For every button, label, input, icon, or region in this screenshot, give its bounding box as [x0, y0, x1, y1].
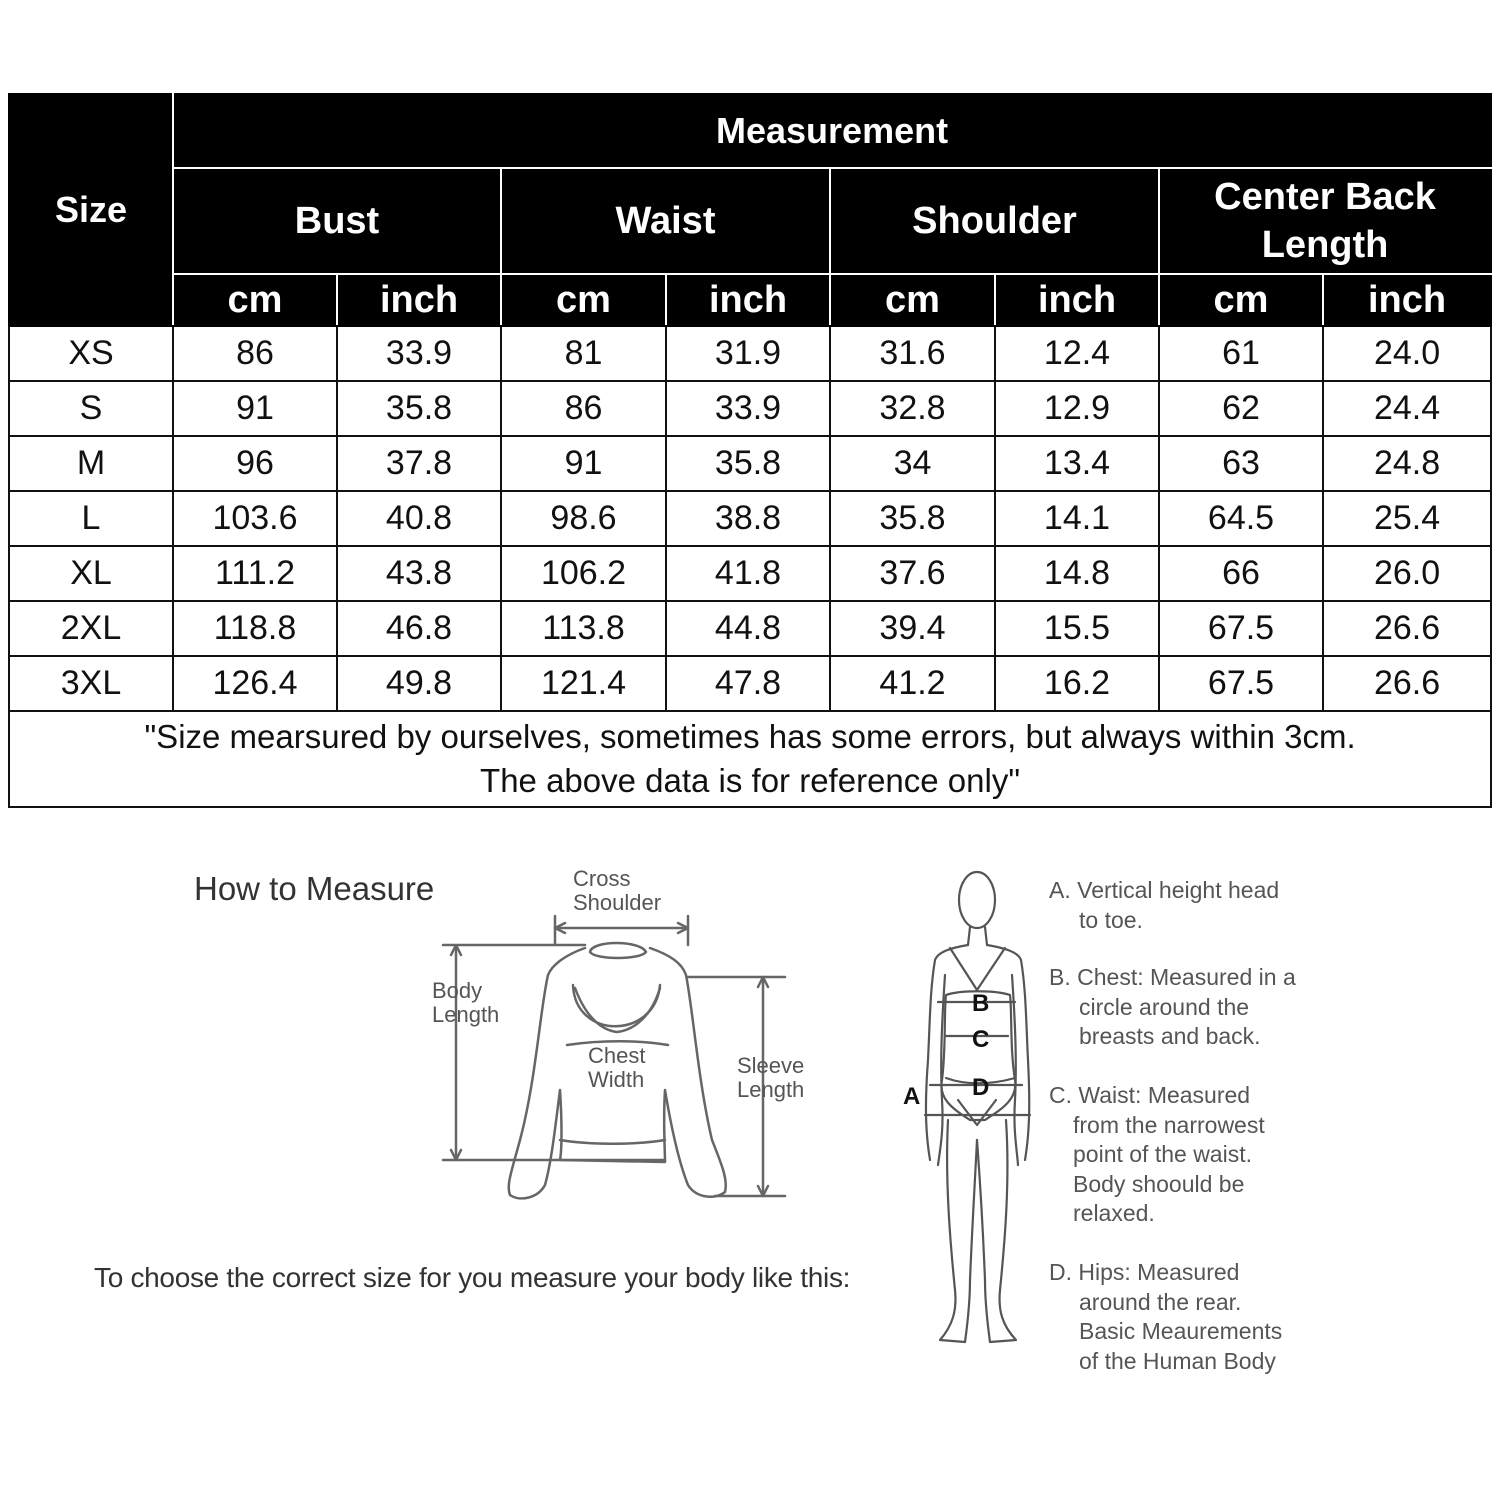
description-line: point of the waist.	[1073, 1141, 1252, 1167]
size-cell: L	[9, 491, 173, 546]
cross-shoulder-label	[573, 867, 661, 915]
size-cell: M	[9, 436, 173, 491]
measurement-cell: 91	[173, 381, 337, 436]
figure-label-b: B	[972, 990, 990, 1017]
description-line: to toe.	[1079, 906, 1143, 933]
measurement-cell: 106.2	[501, 546, 666, 601]
figure-label-c: C	[972, 1026, 990, 1053]
cross-shoulder-label-line: Shoulder	[573, 890, 662, 915]
chest-width-label	[588, 1044, 645, 1092]
measurement-cell: 26.0	[1323, 546, 1491, 601]
measurement-cell: 43.8	[337, 546, 501, 601]
description-line: Body shoould be	[1073, 1170, 1245, 1197]
measurement-cell: 35.8	[337, 381, 501, 436]
measurement-cell: 12.9	[995, 381, 1159, 436]
sleeve-length-label-line: Sleeve	[737, 1053, 805, 1078]
size-cell: 2XL	[9, 601, 173, 656]
measurement-cell: 81	[501, 326, 666, 381]
unit-header-inch: inch	[666, 274, 830, 326]
measurement-cell: 41.8	[666, 546, 830, 601]
measurement-cell: 98.6	[501, 491, 666, 546]
measurement-cell: 67.5	[1159, 601, 1323, 656]
measurement-cell: 62	[1159, 381, 1323, 436]
measurement-cell: 12.4	[995, 326, 1159, 381]
measurement-cell: 24.0	[1323, 326, 1491, 381]
measurement-cell: 14.1	[995, 491, 1159, 546]
measurement-cell: 44.8	[666, 601, 830, 656]
description-line: B. Chest: Measured in a	[1049, 964, 1296, 990]
measurement-header: Measurement	[173, 94, 1491, 168]
measurement-cell: 35.8	[830, 491, 995, 546]
unit-header-cm: cm	[830, 274, 995, 326]
description-b	[1049, 963, 1296, 1052]
measurement-cell: 64.5	[1159, 491, 1323, 546]
cross-shoulder-label-line: Cross	[573, 866, 631, 891]
choose-size-instruction: To choose the correct size for you measure your body like this:	[94, 1262, 851, 1293]
unit-header-cm: cm	[173, 274, 337, 326]
chest-width-label-line: Chest	[588, 1043, 646, 1068]
description-line: circle around the	[1079, 993, 1250, 1020]
how-to-measure-title: How to Measure	[194, 870, 435, 907]
measurement-cell: 46.8	[337, 601, 501, 656]
measurement-cell: 24.8	[1323, 436, 1491, 491]
measurement-cell: 25.4	[1323, 491, 1491, 546]
body-length-label-line: Body	[432, 978, 483, 1003]
measurement-cell: 39.4	[830, 601, 995, 656]
note-line-2: The above data is for reference only"	[480, 762, 1021, 799]
description-line: from the narrowest	[1073, 1111, 1265, 1138]
size-cell: S	[9, 381, 173, 436]
size-cell: 3XL	[9, 656, 173, 711]
description-line: D. Hips: Measured	[1049, 1259, 1240, 1285]
measurement-cell: 14.8	[995, 546, 1159, 601]
measurement-cell: 103.6	[173, 491, 337, 546]
human-figure-sketch	[925, 872, 1030, 1342]
chest-width-label-line: Width	[588, 1067, 645, 1092]
measurement-cell: 67.5	[1159, 656, 1323, 711]
measurement-cell: 113.8	[501, 601, 666, 656]
group-header-shoulder: Shoulder	[830, 168, 1159, 274]
description-line: A. Vertical height head	[1049, 877, 1280, 903]
group-header-bust: Bust	[173, 168, 501, 274]
measurement-cell: 34	[830, 436, 995, 491]
measurement-cell: 35.8	[666, 436, 830, 491]
description-line: Basic Meaurements	[1079, 1318, 1283, 1344]
measurement-cell: 47.8	[666, 656, 830, 711]
measurement-cell: 33.9	[666, 381, 830, 436]
measurement-cell: 26.6	[1323, 601, 1491, 656]
measurement-cell: 38.8	[666, 491, 830, 546]
description-d	[1049, 1258, 1282, 1376]
measurement-cell: 61	[1159, 326, 1323, 381]
unit-header-inch: inch	[995, 274, 1159, 326]
measurement-cell: 16.2	[995, 656, 1159, 711]
group-header-center-back-length: Center Back Length	[1159, 168, 1491, 274]
description-line: breasts and back.	[1079, 1023, 1261, 1049]
measurement-cell: 126.4	[173, 656, 337, 711]
description-a	[1049, 876, 1279, 935]
measurement-cell: 66	[1159, 546, 1323, 601]
sleeve-length-label	[737, 1054, 804, 1102]
measurement-cell: 24.4	[1323, 381, 1491, 436]
unit-header-cm: cm	[501, 274, 666, 326]
description-line: around the rear.	[1079, 1288, 1242, 1315]
sleeve-length-label-line: Length	[737, 1077, 805, 1102]
measurement-cell: 86	[173, 326, 337, 381]
measurement-cell: 118.8	[173, 601, 337, 656]
description-c	[1049, 1081, 1265, 1229]
measurement-cell: 26.6	[1323, 656, 1491, 711]
description-line: relaxed.	[1073, 1200, 1155, 1226]
measurement-cell: 15.5	[995, 601, 1159, 656]
body-length-label-line: Length	[432, 1002, 500, 1027]
figure-label-d: D	[972, 1074, 990, 1101]
measurement-cell: 41.2	[830, 656, 995, 711]
measurement-cell: 121.4	[501, 656, 666, 711]
measurement-cell: 32.8	[830, 381, 995, 436]
size-column-header: Size	[9, 94, 173, 326]
measurement-cell: 91	[501, 436, 666, 491]
measurement-cell: 96	[173, 436, 337, 491]
unit-header-inch: inch	[1323, 274, 1491, 326]
size-cell: XL	[9, 546, 173, 601]
measurement-cell: 49.8	[337, 656, 501, 711]
measurement-cell: 40.8	[337, 491, 501, 546]
unit-header-inch: inch	[337, 274, 501, 326]
size-cell: XS	[9, 326, 173, 381]
note-line-1: "Size mearsured by ourselves, sometimes has some errors, but always within 3cm.	[144, 718, 1356, 755]
measurement-cell: 111.2	[173, 546, 337, 601]
figure-label-a: A	[903, 1083, 921, 1110]
measurement-cell: 63	[1159, 436, 1323, 491]
group-header-waist: Waist	[501, 168, 830, 274]
description-line: C. Waist: Measured	[1049, 1082, 1251, 1108]
measurement-cell: 37.8	[337, 436, 501, 491]
description-line: of the Human Body	[1079, 1347, 1276, 1374]
measurement-cell: 31.9	[666, 326, 830, 381]
measurement-cell: 13.4	[995, 436, 1159, 491]
unit-header-cm: cm	[1159, 274, 1323, 326]
measurement-cell: 86	[501, 381, 666, 436]
measurement-cell: 37.6	[830, 546, 995, 601]
measurement-cell: 33.9	[337, 326, 501, 381]
measurement-cell: 31.6	[830, 326, 995, 381]
body-length-label	[432, 979, 499, 1027]
